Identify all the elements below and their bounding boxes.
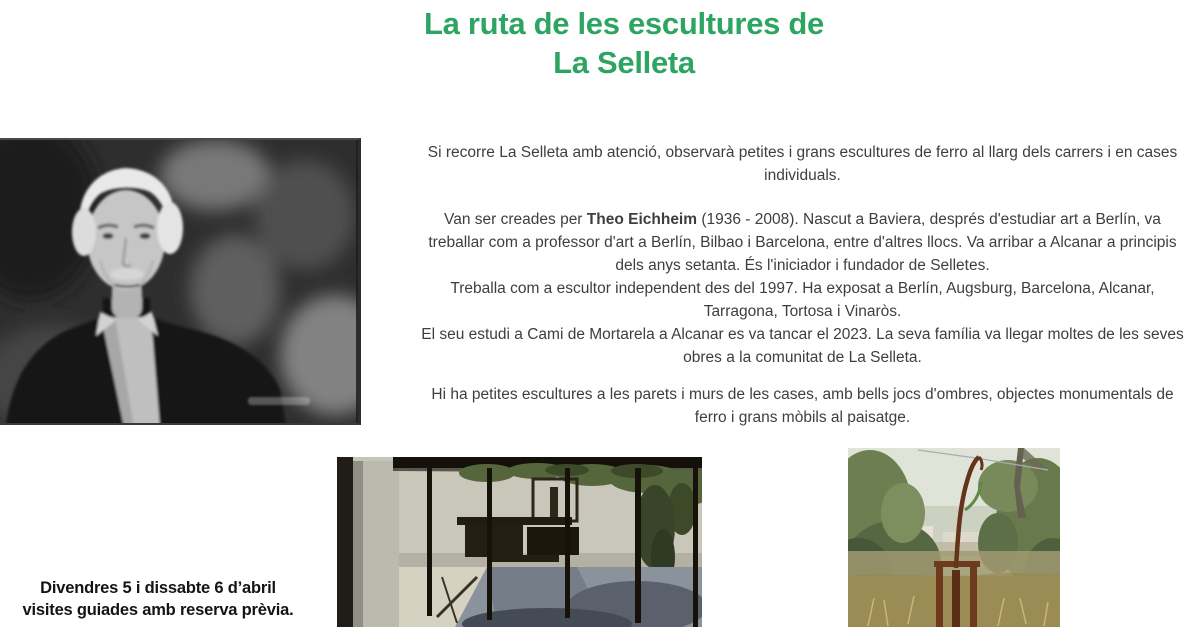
landscape-photo-graphic bbox=[848, 448, 1060, 627]
page-title-line1: La ruta de les escultures de bbox=[424, 6, 824, 41]
artist-name: Theo Eichheim bbox=[586, 211, 698, 228]
photo-credit-watermark bbox=[248, 397, 310, 405]
bio-text-after-name: (1936 - 2008). Nascut a Baviera, després d'estudiar art a Berlín, va treballar com a professor d'art a Berlín, Bilbao i Barcelona, entre d'altres llocs. Va arribar a Alcanar a principis dels anys setanta. És l'iniciador i fundador de Selletes. bbox=[428, 211, 1177, 274]
intro-paragraph: Si recorre La Selleta amb atenció, observarà petites i grans escultures de ferro al llarg dels carrers i en cases individuals. bbox=[427, 144, 1178, 184]
body-text bbox=[415, 141, 1190, 429]
portrait-photo bbox=[0, 138, 361, 425]
event-date-line: Divendres 5 i dissabte 6 d’abril bbox=[40, 579, 276, 597]
bio-line-3: El seu estudi a Cami de Mortarela a Alcanar es va tancar el 2023. La seva família va llegar moltes de les seves obres a la comunitat de La Selleta. bbox=[421, 326, 1184, 366]
event-note bbox=[13, 577, 303, 621]
outro-paragraph: Hi ha petites escultures a les parets i murs de les cases, amb bells jocs d'ombres, objectes monumentals de ferro i grans mòbils al paisatge. bbox=[431, 386, 1174, 426]
bio-line-2: Treballa com a escultor independent des del 1997. Ha exposat a Berlín, Augsburg, Barcelona, Alcanar, Tarragona, Tortosa i Vinaròs. bbox=[450, 280, 1155, 320]
page-title-line2: La Selleta bbox=[553, 45, 695, 80]
event-info-line: visites guiades amb reserva prèvia. bbox=[22, 601, 294, 619]
courtyard-sculptures-photo bbox=[337, 457, 702, 627]
page-title bbox=[48, 4, 1200, 82]
bio-paragraph bbox=[415, 208, 1190, 369]
landscape-sculpture-photo bbox=[848, 448, 1060, 627]
bio-line-1 bbox=[415, 208, 1190, 277]
bio-text-before-name: Van ser creades per bbox=[444, 211, 587, 228]
courtyard-photo-graphic bbox=[337, 457, 702, 627]
portrait-photo-graphic bbox=[0, 140, 361, 425]
